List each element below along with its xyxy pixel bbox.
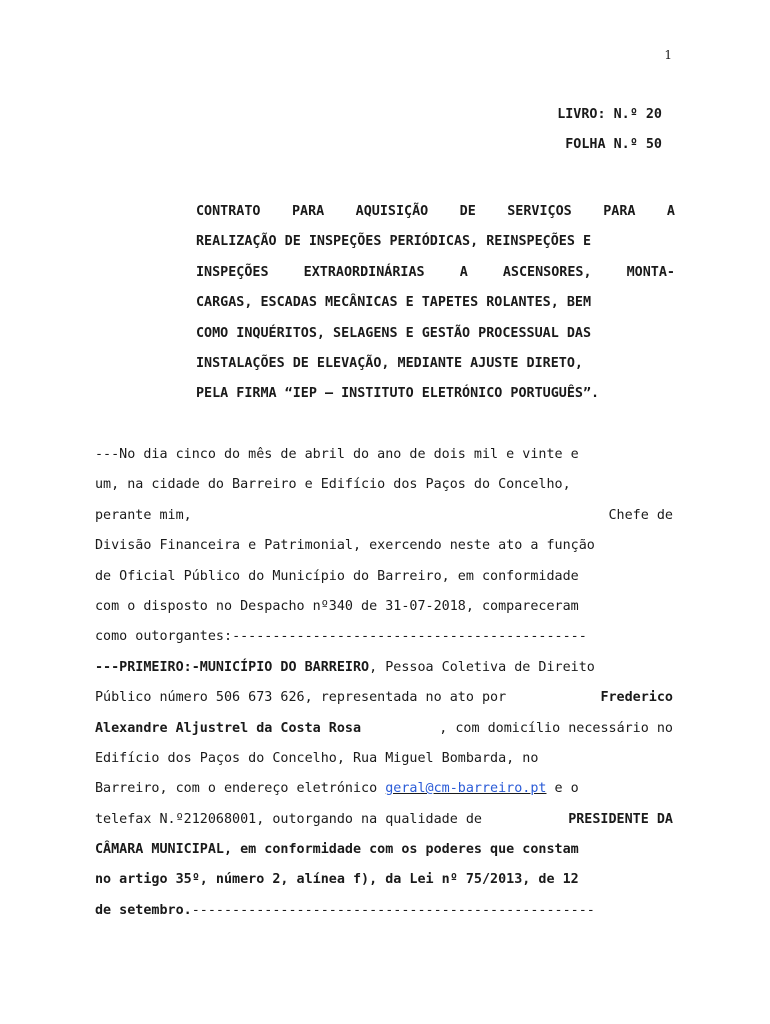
body-text-bold: no artigo 35º, número 2, alínea f), da Lei nº 75/2013, de 12 <box>95 872 579 888</box>
body-line <box>95 622 673 652</box>
body-text: Edifício dos Paços do Concelho, Rua Miguel Bombarda, no <box>95 750 539 766</box>
body-text: Divisão Financeira e Patrimonial, exercendo neste ato a função <box>95 538 595 554</box>
title-word: PELA FIRMA “IEP – INSTITUTO ELETRÓNICO PORTUGUÊS”. <box>196 386 600 402</box>
representative-name: Alexandre Aljustrel da Costa Rosa <box>95 720 362 736</box>
representative-name: Frederico <box>600 690 673 706</box>
body-text: Barreiro, com o endereço eletrónico <box>95 781 386 797</box>
title-word: A <box>459 264 468 280</box>
body-text: Público número 506 673 626, representada no ato por <box>95 690 515 706</box>
title-line <box>196 319 675 349</box>
body-text-bold: de setembro. <box>95 902 192 918</box>
body-line <box>95 865 673 895</box>
filler-dashes: -------------------------------------------------- <box>191 902 595 918</box>
body-text: ---No dia cinco do mês de abril do ano de dois mil e vinte e <box>95 447 579 462</box>
body-line <box>95 835 673 865</box>
body-line <box>95 562 673 592</box>
title-word: INSPEÇÕES <box>196 264 269 280</box>
body-line <box>95 774 673 804</box>
body-line <box>95 531 673 561</box>
title-word: DE <box>459 204 476 219</box>
title-line <box>196 227 675 257</box>
title-word: CARGAS, ESCADAS MECÂNICAS E TAPETES ROLANTES, BEM <box>196 295 592 311</box>
title-word: INSTALAÇÕES DE ELEVAÇÃO, MEDIANTE AJUSTE DIRETO, <box>196 355 583 371</box>
title-word: SERVIÇOS <box>507 204 572 219</box>
first-party-label: ---PRIMEIRO:-MUNICÍPIO DO BARREIRO <box>95 659 370 675</box>
body-line <box>95 805 673 835</box>
body-line <box>95 592 673 622</box>
body-text-bold: CÂMARA MUNICIPAL, em conformidade com os poderes que constam <box>95 842 579 858</box>
title-line <box>196 258 675 288</box>
body-line <box>95 470 673 500</box>
body-line <box>95 683 673 713</box>
sheet-reference: FOLHA N.º 50 <box>565 137 662 152</box>
contract-body <box>95 440 673 926</box>
contract-title <box>196 197 675 410</box>
body-text: perante mim, <box>95 507 192 523</box>
title-word: MONTA- <box>626 264 675 280</box>
body-line <box>95 714 673 744</box>
title-line <box>196 349 675 379</box>
title-line <box>196 288 675 318</box>
title-word: A <box>666 204 675 219</box>
book-reference: LIVRO: N.º 20 <box>557 107 662 122</box>
body-text: como outorgantes: <box>95 629 233 645</box>
body-line <box>95 744 673 774</box>
title-word: ASCENSORES, <box>502 264 592 280</box>
filler-dashes: -------------------------------------------- <box>232 629 587 645</box>
body-text: , com domicílio necessário no <box>439 720 673 736</box>
title-line <box>196 197 675 227</box>
email-link[interactable]: geral@cm-barreiro.pt <box>385 781 547 797</box>
title-word: REALIZAÇÃO DE INSPEÇÕES PERIÓDICAS, REINSPEÇÕES E <box>196 234 592 250</box>
body-line <box>95 653 673 683</box>
body-text: e o <box>546 781 579 797</box>
title-word: AQUISIÇÃO <box>355 204 429 219</box>
body-text: de Oficial Público do Município do Barreiro, em conformidade <box>95 568 579 584</box>
body-text: , Pessoa Coletiva de Direito <box>369 659 595 675</box>
title-word: EXTRAORDINÁRIAS <box>303 264 425 280</box>
title-word: PARA <box>603 204 636 219</box>
body-text: com o disposto no Despacho nº340 de 31-07-2018, compareceram <box>95 598 579 614</box>
role-title: PRESIDENTE DA <box>568 811 673 827</box>
body-text: um, na cidade do Barreiro e Edifício dos Paços do Concelho, <box>95 477 571 493</box>
title-line <box>196 379 675 409</box>
body-line <box>95 501 673 531</box>
title-word: CONTRATO <box>196 204 261 219</box>
title-word: COMO INQUÉRITOS, SELAGENS E GESTÃO PROCESSUAL DAS <box>196 325 592 341</box>
title-word: PARA <box>291 204 325 219</box>
page-number: 1 <box>664 48 672 62</box>
body-line <box>95 440 673 470</box>
body-line <box>95 896 673 926</box>
body-text: Chefe de <box>608 507 673 523</box>
body-text: telefax N.º212068001, outorgando na qualidade de <box>95 811 491 827</box>
